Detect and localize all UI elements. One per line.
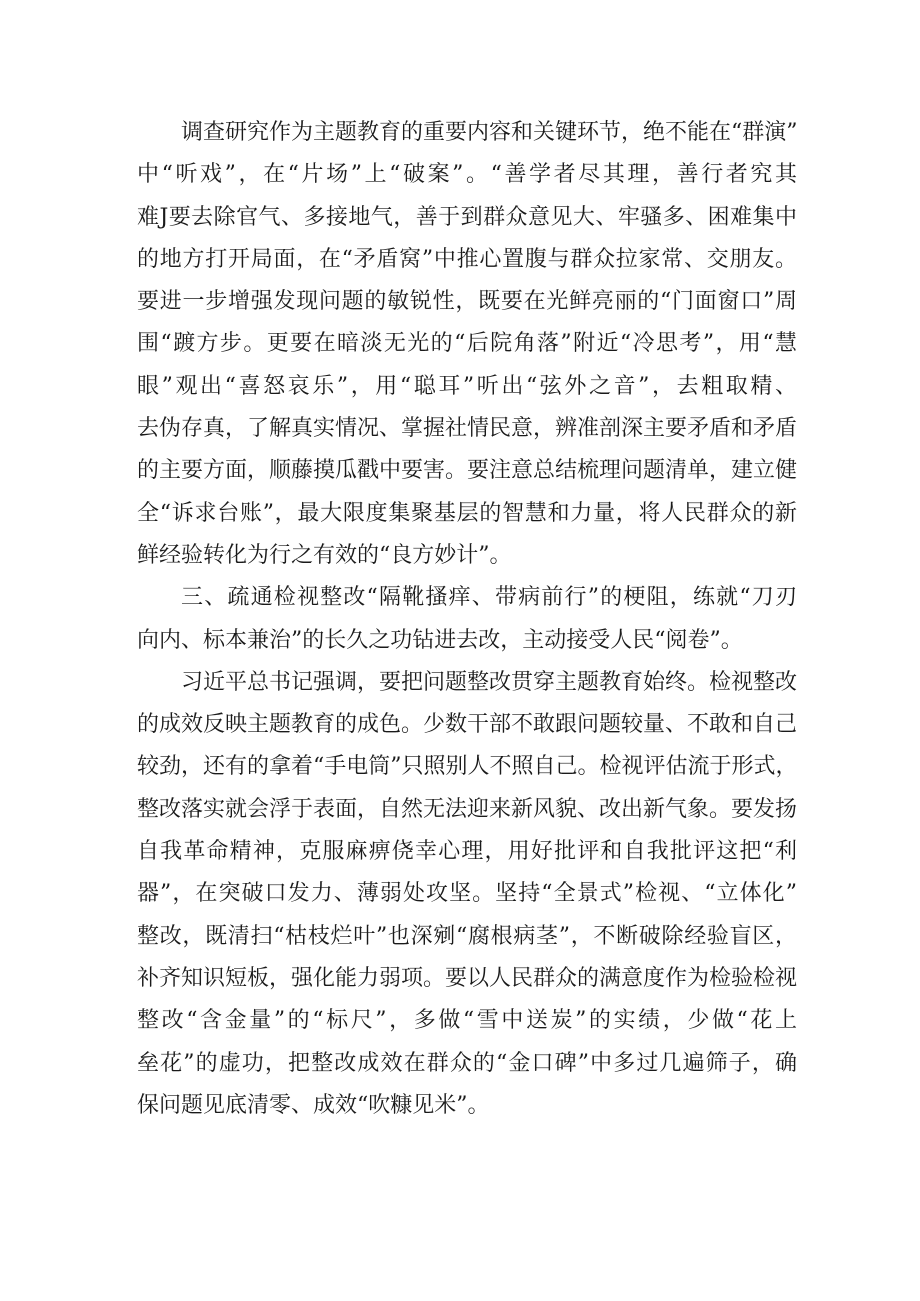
text-line: 器”，在突破口发力、薄弱处攻坚。坚持“全景式”检视、“立体化” — [137, 881, 797, 907]
text-line: 眼”观出“喜怒哀乐”，用“聪耳”听出“弦外之音”，去粗取精、 — [137, 373, 797, 399]
text-line: 的地方打开局面，在“矛盾窝”中推心置腹与群众拉家常、交朋友。 — [137, 246, 797, 272]
text-line: 整改落实就会浮于表面，自然无法迎来新风貌、改出新气象。要发扬 — [137, 796, 798, 822]
heading-line: 三、疏通检视整改“隔靴搔痒、带病前行”的梗阻，练就“刀刃 — [181, 585, 797, 611]
text-line: 难J要去除官气、多接地气，善于到群众意见大、牢骚多、困难集中 — [137, 204, 797, 230]
text-line: 习近平总书记强调，要把问题整改贯穿主题教育始终。检视整改 — [181, 669, 798, 695]
paragraph-rectification — [137, 662, 797, 1127]
text-line: 整改“含金量”的“标尺”，多做“雪中送炭”的实绩，少做“花上 — [137, 1008, 797, 1034]
text-line: 鲜经验转化为行之有效的“良方妙计”。 — [137, 542, 512, 568]
section-heading-three — [137, 577, 797, 662]
text-line: 较劲，还有的拿着“手电筒”只照别人不照自己。检视评估流于形式， — [137, 754, 798, 780]
paragraph-research — [137, 112, 797, 577]
text-line: 的主要方面，顺藤摸瓜戳中要害。要注意总结梳理问题清单，建立健 — [137, 458, 798, 484]
text-line: 的成效反映主题教育的成色。少数干部不敢跟问题较量、不敢和自己 — [137, 712, 798, 738]
text-line: 去伪存真，了解真实情况、掌握社情民意，辨准剖深主要矛盾和矛盾 — [137, 416, 798, 442]
heading-line: 向内、标本兼治”的长久之功钻进去改，主动接受人民“阅卷”。 — [137, 627, 743, 653]
text-line: 全“诉求台账”，最大限度集聚基层的智慧和力量，将人民群众的新 — [137, 500, 797, 526]
text-line: 整改，既清扫“枯枝烂叶”也深剜“腐根病茎”，不断破除经验盲区， — [137, 923, 797, 949]
text-line: 围“踱方步。更要在暗淡无光的“后院角落”附近“冷思考”，用“慧 — [137, 331, 797, 357]
text-line: 要进一步增强发现问题的敏锐性，既要在光鲜亮丽的“门面窗口”周 — [137, 289, 797, 315]
document-body — [137, 112, 797, 1127]
text-line: 保问题见底清零、成效“吹糠见米”。 — [137, 1092, 490, 1118]
text-line: 自我革命精神，克服麻痹侥幸心理，用好批评和自我批评这把“利 — [137, 839, 797, 865]
text-line: 中“听戏”，在“片场”上“破案”。“善学者尽其理，善行者究其 — [137, 162, 797, 188]
text-line: 垒花”的虚功，把整改成效在群众的“金口碑”中多过几遍筛子，确 — [137, 1050, 797, 1076]
text-line: 调查研究作为主题教育的重要内容和关键环节，绝不能在“群演” — [181, 120, 798, 145]
text-line: 补齐知识短板，强化能力弱项。要以人民群众的满意度作为检验检视 — [137, 965, 798, 991]
